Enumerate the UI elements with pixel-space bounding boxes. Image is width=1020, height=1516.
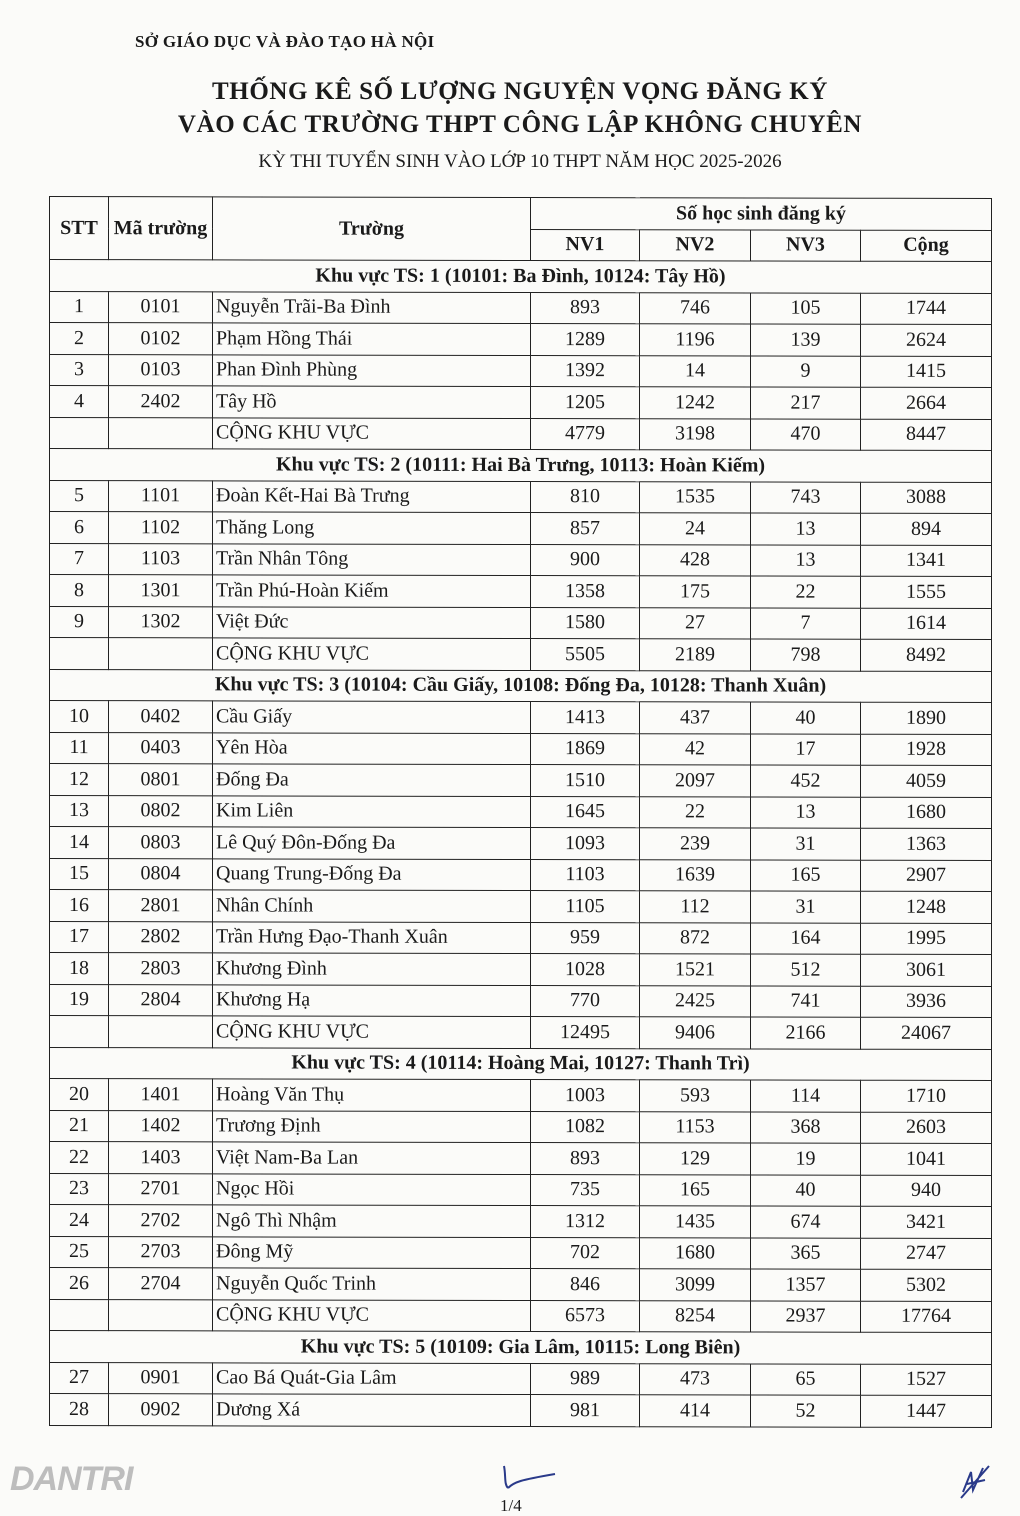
- school-code-cell: 2803: [109, 953, 213, 985]
- school-name-cell: Khương Hạ: [213, 984, 531, 1016]
- nv1-cell: 1413: [531, 702, 640, 734]
- stt-cell: 16: [50, 890, 109, 922]
- school-code-cell: 0102: [109, 323, 213, 355]
- header-nv2: NV2: [640, 229, 751, 261]
- region-label: Khu vực TS: 2 (10111: Hai Bà Trưng, 10113: Hoàn Kiếm): [50, 449, 992, 482]
- nv2-cell: 129: [640, 1143, 751, 1175]
- nv2-cell: 1521: [640, 954, 751, 986]
- school-code-cell: 2801: [109, 890, 213, 922]
- nv3-cell: 114: [751, 1080, 861, 1112]
- nv1-cell: 1580: [531, 607, 640, 639]
- stt-cell: [50, 1016, 109, 1048]
- table-row: [50, 1268, 992, 1301]
- nv1-cell: 1392: [531, 355, 640, 387]
- nv2-cell: 1680: [640, 1237, 751, 1269]
- stt-cell: 10: [50, 701, 109, 733]
- region-row: [50, 669, 992, 702]
- school-code-cell: 0103: [109, 354, 213, 386]
- nv3-cell: 798: [751, 639, 861, 671]
- school-name-cell: Đoàn Kết-Hai Bà Trưng: [213, 480, 531, 512]
- school-name-cell: Nguyễn Trãi-Ba Đình: [213, 291, 531, 323]
- stt-cell: [50, 1299, 109, 1331]
- document-title-line2: VÀO CÁC TRƯỜNG THPT CÔNG LẬP KHÔNG CHUYÊN: [177, 111, 863, 138]
- table-row: [50, 575, 992, 608]
- school-name-cell: Dương Xá: [213, 1394, 531, 1426]
- school-code-cell: 0802: [109, 795, 213, 827]
- nv1-cell: 770: [531, 985, 640, 1017]
- header-cong: Cộng: [861, 230, 992, 262]
- nv3-cell: 365: [751, 1237, 861, 1269]
- school-code-cell: 0803: [109, 827, 213, 859]
- school-name-cell: Cao Bá Quát-Gia Lâm: [213, 1362, 531, 1394]
- school-name-cell: CỘNG KHU VỰC: [213, 1299, 531, 1331]
- stt-cell: 18: [50, 953, 109, 985]
- table-row: [50, 291, 992, 324]
- nv3-cell: 1357: [751, 1269, 861, 1301]
- stt-cell: 17: [50, 921, 109, 953]
- page-number: 1/4: [500, 1496, 522, 1515]
- total-cell: 5302: [861, 1269, 992, 1301]
- nv3-cell: 165: [751, 859, 861, 891]
- stt-cell: 28: [50, 1394, 109, 1426]
- stt-cell: 5: [50, 480, 109, 512]
- table-row: [50, 890, 992, 923]
- table-row: [50, 858, 992, 891]
- nv2-cell: 428: [640, 544, 751, 576]
- school-code-cell: 1302: [109, 606, 213, 638]
- nv3-cell: 13: [751, 544, 861, 576]
- total-cell: 1341: [861, 545, 992, 577]
- nv1-cell: 1358: [531, 576, 640, 608]
- table-row: [50, 921, 992, 954]
- school-code-cell: [109, 638, 213, 670]
- table-row: [50, 512, 992, 545]
- nv3-cell: 22: [751, 576, 861, 608]
- nv1-cell: 1082: [531, 1111, 640, 1143]
- nv3-cell: 164: [751, 922, 861, 954]
- school-code-cell: 2704: [109, 1268, 213, 1300]
- region-total-row: [50, 1299, 992, 1332]
- nv2-cell: 9406: [640, 1017, 751, 1049]
- school-name-cell: Cầu Giấy: [213, 701, 531, 733]
- nv3-cell: 2937: [751, 1300, 861, 1332]
- nv1-cell: 900: [531, 544, 640, 576]
- region-label: Khu vực TS: 1 (10101: Ba Đình, 10124: Tây Hồ): [50, 260, 992, 293]
- nv1-cell: 989: [531, 1363, 640, 1395]
- stt-cell: 3: [50, 354, 109, 386]
- stt-cell: 1: [50, 291, 109, 323]
- region-label: Khu vực TS: 4 (10114: Hoàng Mai, 10127: Thanh Trì): [50, 1047, 992, 1080]
- table-row: [50, 827, 992, 860]
- stt-cell: 26: [50, 1268, 109, 1300]
- total-cell: 1555: [861, 576, 992, 608]
- nv3-cell: 40: [751, 1174, 861, 1206]
- school-code-cell: [109, 1299, 213, 1331]
- nv1-cell: 1028: [531, 954, 640, 986]
- school-code-cell: 1101: [109, 480, 213, 512]
- nv1-cell: 1105: [531, 891, 640, 923]
- nv1-cell: 1093: [531, 828, 640, 860]
- school-name-cell: Phan Đình Phùng: [213, 354, 531, 386]
- nv2-cell: 3198: [640, 418, 751, 450]
- stt-cell: 6: [50, 512, 109, 544]
- stt-cell: [50, 638, 109, 670]
- school-name-cell: Nhân Chính: [213, 890, 531, 922]
- school-name-cell: Trương Định: [213, 1110, 531, 1142]
- total-cell: 1995: [861, 923, 992, 955]
- region-row: [50, 449, 992, 482]
- school-name-cell: Hoàng Văn Thụ: [213, 1079, 531, 1111]
- nv2-cell: 8254: [640, 1300, 751, 1332]
- stt-cell: 14: [50, 827, 109, 859]
- school-name-cell: Lê Quý Đôn-Đống Đa: [213, 827, 531, 859]
- organization-name: SỞ GIÁO DỤC VÀ ĐÀO TẠO HÀ NỘI: [135, 32, 435, 51]
- total-cell: 1041: [861, 1143, 992, 1175]
- table-row: [50, 953, 992, 986]
- table-row: [50, 732, 992, 765]
- table-row: [50, 1110, 992, 1143]
- nv2-cell: 3099: [640, 1269, 751, 1301]
- table-row: [50, 1362, 992, 1395]
- nv3-cell: 452: [751, 765, 861, 797]
- school-code-cell: 1403: [109, 1142, 213, 1174]
- stt-cell: [50, 417, 109, 449]
- region-total-row: [50, 417, 992, 450]
- nv1-cell: 6573: [531, 1300, 640, 1332]
- nv2-cell: 1196: [640, 324, 751, 356]
- school-name-cell: Thăng Long: [213, 512, 531, 544]
- total-cell: 3936: [861, 986, 992, 1018]
- stt-cell: 21: [50, 1110, 109, 1142]
- total-cell: 24067: [861, 1017, 992, 1049]
- total-cell: 1363: [861, 828, 992, 860]
- nv2-cell: 2189: [640, 639, 751, 671]
- table-row: [50, 984, 992, 1017]
- nv2-cell: 24: [640, 513, 751, 545]
- school-code-cell: 1301: [109, 575, 213, 607]
- header-nv1: NV1: [531, 229, 640, 261]
- table-row: [50, 701, 992, 734]
- school-code-cell: 0901: [109, 1362, 213, 1394]
- stt-cell: 24: [50, 1205, 109, 1237]
- nv2-cell: 239: [640, 828, 751, 860]
- stt-cell: 9: [50, 606, 109, 638]
- total-cell: 8447: [861, 419, 992, 451]
- nv1-cell: 1103: [531, 859, 640, 891]
- nv2-cell: 1639: [640, 859, 751, 891]
- nv3-cell: 9: [751, 355, 861, 387]
- school-code-cell: 1401: [109, 1079, 213, 1111]
- stt-cell: 2: [50, 323, 109, 355]
- school-code-cell: 2703: [109, 1236, 213, 1268]
- total-cell: 1744: [861, 293, 992, 325]
- nv1-cell: 893: [531, 292, 640, 324]
- total-cell: 1928: [861, 734, 992, 766]
- total-cell: 3061: [861, 954, 992, 986]
- nv1-cell: 959: [531, 922, 640, 954]
- nv2-cell: 593: [640, 1080, 751, 1112]
- document-title-line1: THỐNG KÊ SỐ LƯỢNG NGUYỆN VỌNG ĐĂNG KÝ: [212, 78, 828, 105]
- school-code-cell: 0801: [109, 764, 213, 796]
- nv3-cell: 40: [751, 702, 861, 734]
- nv3-cell: 52: [751, 1395, 861, 1427]
- school-name-cell: Việt Nam-Ba Lan: [213, 1142, 531, 1174]
- nv2-cell: 22: [640, 796, 751, 828]
- nv1-cell: 4779: [531, 418, 640, 450]
- table-row: [50, 480, 992, 513]
- nv3-cell: 139: [751, 324, 861, 356]
- school-name-cell: Việt Đức: [213, 606, 531, 638]
- nv1-cell: 735: [531, 1174, 640, 1206]
- total-cell: 1447: [861, 1395, 992, 1427]
- nv1-cell: 981: [531, 1395, 640, 1427]
- nv2-cell: 746: [640, 292, 751, 324]
- table-row: [50, 543, 992, 576]
- table-row: [50, 386, 992, 419]
- table-row: [50, 323, 992, 356]
- table-row: [50, 1394, 992, 1427]
- nv3-cell: 31: [751, 828, 861, 860]
- nv3-cell: 13: [751, 513, 861, 545]
- nv3-cell: 19: [751, 1143, 861, 1175]
- nv1-cell: 1510: [531, 765, 640, 797]
- total-cell: 1890: [861, 702, 992, 734]
- total-cell: 1680: [861, 797, 992, 829]
- school-name-cell: Trần Phú-Hoàn Kiếm: [213, 575, 531, 607]
- total-cell: 1614: [861, 608, 992, 640]
- school-name-cell: CỘNG KHU VỰC: [213, 638, 531, 670]
- table-row: [50, 795, 992, 828]
- stt-cell: 19: [50, 984, 109, 1016]
- table-row: [50, 1142, 992, 1175]
- nv2-cell: 14: [640, 355, 751, 387]
- nv1-cell: 810: [531, 481, 640, 513]
- region-label: Khu vực TS: 5 (10109: Gia Lâm, 10115: Long Biên): [50, 1331, 992, 1364]
- nv2-cell: 872: [640, 922, 751, 954]
- total-cell: 1710: [861, 1080, 992, 1112]
- nv1-cell: 1205: [531, 387, 640, 419]
- nv1-cell: 5505: [531, 639, 640, 671]
- nv2-cell: 2097: [640, 765, 751, 797]
- school-name-cell: Đống Đa: [213, 764, 531, 796]
- table-row: [50, 1079, 992, 1112]
- region-row: [50, 1331, 992, 1364]
- nv3-cell: 470: [751, 418, 861, 450]
- signature-mark: [500, 1462, 560, 1492]
- school-code-cell: 0403: [109, 732, 213, 764]
- school-name-cell: Phạm Hồng Thái: [213, 323, 531, 355]
- total-cell: 1527: [861, 1364, 992, 1396]
- school-name-cell: Nguyễn Quốc Trinh: [213, 1268, 531, 1300]
- nv3-cell: 217: [751, 387, 861, 419]
- nv2-cell: 1153: [640, 1111, 751, 1143]
- total-cell: 2664: [861, 387, 992, 419]
- region-total-row: [50, 638, 992, 671]
- watermark-logo: DANTRI: [10, 1460, 133, 1498]
- school-name-cell: CỘNG KHU VỰC: [213, 1016, 531, 1048]
- stt-cell: 23: [50, 1173, 109, 1205]
- school-name-cell: CỘNG KHU VỰC: [213, 417, 531, 449]
- school-name-cell: Trần Hưng Đạo-Thanh Xuân: [213, 921, 531, 953]
- stt-cell: 15: [50, 858, 109, 890]
- nv3-cell: 31: [751, 891, 861, 923]
- stt-cell: 11: [50, 732, 109, 764]
- nv3-cell: 743: [751, 481, 861, 513]
- nv1-cell: 12495: [531, 1017, 640, 1049]
- school-name-cell: Quang Trung-Đống Đa: [213, 858, 531, 890]
- school-code-cell: [109, 1016, 213, 1048]
- total-cell: 17764: [861, 1301, 992, 1333]
- nv1-cell: 1312: [531, 1206, 640, 1238]
- table-row: [50, 354, 992, 387]
- total-cell: 2907: [861, 860, 992, 892]
- nv3-cell: 105: [751, 292, 861, 324]
- school-name-cell: Tây Hồ: [213, 386, 531, 418]
- initials-mark: [955, 1462, 995, 1502]
- school-code-cell: 2802: [109, 921, 213, 953]
- registration-stats-table: [49, 196, 992, 1427]
- nv3-cell: 13: [751, 796, 861, 828]
- nv3-cell: 741: [751, 985, 861, 1017]
- school-name-cell: Kim Liên: [213, 795, 531, 827]
- school-code-cell: 1102: [109, 512, 213, 544]
- nv1-cell: 893: [531, 1143, 640, 1175]
- table-row: [50, 606, 992, 639]
- nv3-cell: 2166: [751, 1017, 861, 1049]
- nv2-cell: 437: [640, 702, 751, 734]
- total-cell: 8492: [861, 639, 992, 671]
- school-name-cell: Khương Đình: [213, 953, 531, 985]
- total-cell: 4059: [861, 765, 992, 797]
- stt-cell: 25: [50, 1236, 109, 1268]
- nv1-cell: 1869: [531, 733, 640, 765]
- header-stt: STT: [50, 197, 109, 260]
- nv2-cell: 1435: [640, 1206, 751, 1238]
- nv2-cell: 165: [640, 1174, 751, 1206]
- table-row: [50, 1205, 992, 1238]
- school-code-cell: 0101: [109, 291, 213, 323]
- nv3-cell: 7: [751, 607, 861, 639]
- school-name-cell: Ngô Thì Nhậm: [213, 1205, 531, 1237]
- total-cell: 2603: [861, 1112, 992, 1144]
- school-code-cell: 2701: [109, 1173, 213, 1205]
- nv2-cell: 2425: [640, 985, 751, 1017]
- school-name-cell: Đông Mỹ: [213, 1236, 531, 1268]
- nv2-cell: 112: [640, 891, 751, 923]
- total-cell: 3421: [861, 1206, 992, 1238]
- total-cell: 1248: [861, 891, 992, 923]
- stt-cell: 7: [50, 543, 109, 575]
- nv2-cell: 27: [640, 607, 751, 639]
- table-row: [50, 1236, 992, 1269]
- nv1-cell: 857: [531, 513, 640, 545]
- region-row: [50, 1047, 992, 1080]
- school-code-cell: 0804: [109, 858, 213, 890]
- nv2-cell: 414: [640, 1395, 751, 1427]
- region-total-row: [50, 1016, 992, 1049]
- total-cell: 2747: [861, 1238, 992, 1270]
- table-row: [50, 764, 992, 797]
- header-nv3: NV3: [751, 229, 861, 261]
- total-cell: 2624: [861, 324, 992, 356]
- nv1-cell: 1645: [531, 796, 640, 828]
- school-name-cell: Trần Nhân Tông: [213, 543, 531, 575]
- nv1-cell: 846: [531, 1269, 640, 1301]
- total-cell: 940: [861, 1175, 992, 1207]
- school-code-cell: 2804: [109, 984, 213, 1016]
- total-cell: 894: [861, 513, 992, 545]
- nv3-cell: 17: [751, 733, 861, 765]
- nv1-cell: 702: [531, 1237, 640, 1269]
- school-code-cell: 0902: [109, 1394, 213, 1426]
- stt-cell: 13: [50, 795, 109, 827]
- table-body: [50, 260, 992, 1427]
- nv3-cell: 368: [751, 1111, 861, 1143]
- total-cell: 1415: [861, 356, 992, 388]
- school-code-cell: 2402: [109, 386, 213, 418]
- nv2-cell: 473: [640, 1363, 751, 1395]
- table-row: [50, 1173, 992, 1206]
- header-ma-truong: Mã trường: [109, 197, 213, 260]
- total-cell: 3088: [861, 482, 992, 514]
- nv3-cell: 674: [751, 1206, 861, 1238]
- nv2-cell: 1242: [640, 387, 751, 419]
- region-label: Khu vực TS: 3 (10104: Cầu Giấy, 10108: Đống Đa, 10128: Thanh Xuân): [50, 669, 992, 702]
- nv3-cell: 65: [751, 1363, 861, 1395]
- header-group-registered: Số học sinh đăng ký: [531, 198, 992, 230]
- document-subtitle: KỲ THI TUYỂN SINH VÀO LỚP 10 THPT NĂM HỌC 2025-2026: [258, 151, 782, 172]
- stt-cell: 12: [50, 764, 109, 796]
- stt-cell: 22: [50, 1142, 109, 1174]
- nv2-cell: 1535: [640, 481, 751, 513]
- stt-cell: 27: [50, 1362, 109, 1394]
- school-name-cell: Ngọc Hồi: [213, 1173, 531, 1205]
- school-code-cell: 1103: [109, 543, 213, 575]
- stt-cell: 20: [50, 1079, 109, 1111]
- school-code-cell: 2702: [109, 1205, 213, 1237]
- header-truong: Trường: [213, 197, 531, 261]
- nv3-cell: 512: [751, 954, 861, 986]
- school-code-cell: 1402: [109, 1110, 213, 1142]
- nv2-cell: 175: [640, 576, 751, 608]
- nv1-cell: 1003: [531, 1080, 640, 1112]
- table-header: [50, 197, 992, 262]
- stt-cell: 8: [50, 575, 109, 607]
- school-code-cell: 0402: [109, 701, 213, 733]
- region-row: [50, 260, 992, 293]
- school-code-cell: [109, 417, 213, 449]
- school-name-cell: Yên Hòa: [213, 732, 531, 764]
- nv2-cell: 42: [640, 733, 751, 765]
- nv1-cell: 1289: [531, 324, 640, 356]
- stt-cell: 4: [50, 386, 109, 418]
